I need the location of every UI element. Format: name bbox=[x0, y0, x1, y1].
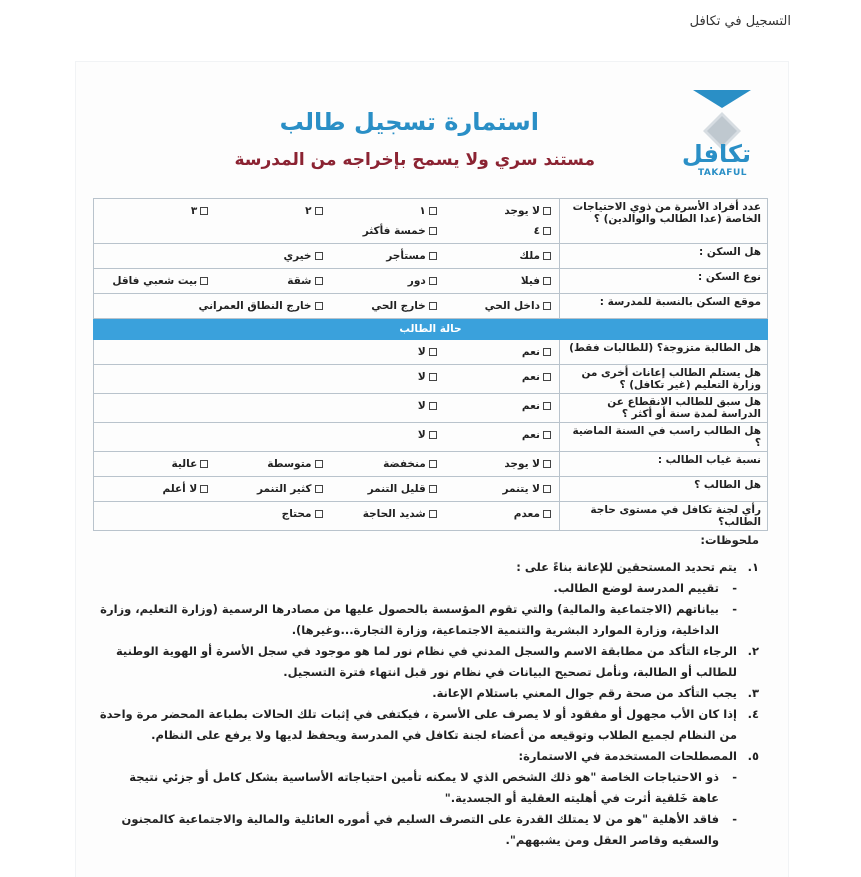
option-label: خيري bbox=[283, 250, 312, 262]
option-checkbox[interactable] bbox=[327, 246, 441, 266]
option-checkbox[interactable] bbox=[441, 296, 555, 316]
form-row bbox=[94, 477, 768, 502]
options-cell bbox=[94, 394, 560, 423]
section-header: حالة الطالب bbox=[94, 319, 768, 340]
option-label: لا bbox=[417, 400, 426, 412]
note-text: الرجاء التأكد من مطابقة الاسم والسجل المدني في نظام نور لما هو موجود في سجل الأسرة أو الهوية الوطنية للطالب أو الطالبة، ونأمل تصحيح البيانات في نظام نور قبل انتهاء فترة التسجيل. bbox=[115, 644, 737, 679]
question-label: هل سبق للطالب الانقطاع عن الدراسة لمدة سنة أو أكثر ؟ bbox=[560, 394, 768, 423]
option-label: محتاج bbox=[281, 508, 312, 520]
option-label: مستأجر bbox=[386, 250, 426, 262]
options-cell bbox=[94, 269, 560, 294]
option-checkbox[interactable] bbox=[212, 479, 326, 499]
dash-icon: - bbox=[732, 812, 737, 826]
checkbox-icon[interactable] bbox=[429, 227, 437, 235]
checkbox-icon[interactable] bbox=[200, 207, 208, 215]
bullet-text: فاقد الأهلية "هو من لا يمتلك القدرة على التصرف السليم في أموره العائلية والمالية والاجتماعية كالمجنون والسفيه وقاصر العقل ومن يشبههم". bbox=[121, 812, 719, 847]
checkbox-icon[interactable] bbox=[543, 227, 551, 235]
form-title: استمارة تسجيل طالب bbox=[279, 108, 539, 136]
option-checkbox[interactable] bbox=[212, 246, 326, 266]
options-cell bbox=[94, 199, 560, 244]
checkbox-icon[interactable] bbox=[429, 485, 437, 493]
option-checkbox[interactable] bbox=[441, 367, 555, 387]
option-label: داخل الحي bbox=[484, 300, 540, 312]
options-cell bbox=[94, 423, 560, 452]
registration-table bbox=[93, 198, 768, 531]
bullet-text: ذو الاحتياجات الخاصة "هو ذلك الشخص الذي لا يمكنه تأمين احتياجاته الأساسية بشكل كامل أو جزئي نتيجة عاهة خَلقية أثرت في أهليته العقلية أو الجسدية." bbox=[129, 770, 719, 805]
options-cell bbox=[94, 477, 560, 502]
option-checkbox[interactable] bbox=[327, 296, 441, 316]
checkbox-icon[interactable] bbox=[200, 460, 208, 468]
checkbox-icon[interactable] bbox=[429, 431, 437, 439]
form-row bbox=[94, 394, 768, 423]
question-label: رأي لجنة تكافل في مستوى حاجة الطالب؟ bbox=[560, 502, 768, 531]
checkbox-icon[interactable] bbox=[543, 485, 551, 493]
option-checkbox[interactable] bbox=[441, 201, 555, 221]
option-checkbox[interactable] bbox=[327, 201, 441, 221]
option-label: لا يوجد bbox=[504, 205, 540, 217]
option-label: عالية bbox=[171, 458, 198, 470]
option-checkbox[interactable] bbox=[327, 271, 441, 291]
option-checkbox[interactable] bbox=[327, 342, 441, 362]
form-row bbox=[94, 423, 768, 452]
checkbox-icon[interactable] bbox=[543, 373, 551, 381]
note-item bbox=[99, 641, 759, 683]
bullet-text: تقييم المدرسة لوضع الطالب. bbox=[553, 581, 719, 595]
checkbox-icon[interactable] bbox=[315, 485, 323, 493]
note-item bbox=[99, 683, 759, 704]
checkbox-icon[interactable] bbox=[200, 277, 208, 285]
note-number: ٢. bbox=[747, 644, 759, 658]
checkbox-icon[interactable] bbox=[429, 277, 437, 285]
option-label: منخفضة bbox=[383, 458, 426, 470]
option-checkbox[interactable] bbox=[327, 479, 441, 499]
checkbox-icon[interactable] bbox=[429, 510, 437, 518]
note-item bbox=[99, 557, 759, 578]
option-checkbox[interactable] bbox=[198, 296, 326, 316]
option-checkbox[interactable] bbox=[98, 271, 212, 291]
option-label: لا bbox=[417, 346, 426, 358]
note-number: ٣. bbox=[747, 686, 759, 700]
checkbox-icon[interactable] bbox=[543, 207, 551, 215]
options-cell bbox=[94, 365, 560, 394]
checkbox-icon[interactable] bbox=[429, 373, 437, 381]
checkbox-icon[interactable] bbox=[315, 207, 323, 215]
notes-section bbox=[99, 530, 759, 851]
option-label: نعم bbox=[521, 429, 540, 441]
option-label: لا يتنمر bbox=[502, 483, 540, 495]
checkbox-icon[interactable] bbox=[543, 348, 551, 356]
option-label: نعم bbox=[521, 346, 540, 358]
option-label: قليل التنمر bbox=[367, 483, 426, 495]
notes-title: ملحوظات: bbox=[700, 533, 759, 547]
note-number: ٤. bbox=[747, 707, 759, 721]
note-bullet bbox=[99, 809, 759, 851]
option-checkbox[interactable] bbox=[98, 454, 212, 474]
checkbox-icon[interactable] bbox=[315, 252, 323, 260]
form-subtitle: مستند سري ولا يسمح بإخراجه من المدرسة bbox=[234, 150, 595, 170]
option-checkbox[interactable] bbox=[98, 479, 212, 499]
option-checkbox[interactable] bbox=[441, 342, 555, 362]
option-checkbox[interactable] bbox=[327, 396, 441, 416]
option-label: فيلا bbox=[520, 275, 540, 287]
form-row bbox=[94, 269, 768, 294]
form-row bbox=[94, 244, 768, 269]
option-checkbox[interactable] bbox=[327, 425, 441, 445]
option-checkbox[interactable] bbox=[212, 271, 326, 291]
option-checkbox[interactable] bbox=[441, 454, 555, 474]
note-text: إذا كان الأب مجهول أو مفقود أو لا يصرف على الأسرة ، فيكتفى في إثبات تلك الحالات بطباعة المحضر مرة واحدة من النظام لجميع الطلاب وتوقيعه من أعضاء لجنة تكافل في المدرسة ويحفظ لديها ولا يرفع على النظام. bbox=[99, 707, 737, 742]
option-label: كثير التنمر bbox=[256, 483, 312, 495]
option-checkbox[interactable] bbox=[212, 504, 326, 524]
note-item bbox=[99, 704, 759, 746]
option-label: لا bbox=[417, 371, 426, 383]
dash-icon: - bbox=[732, 581, 737, 595]
checkbox-icon[interactable] bbox=[315, 277, 323, 285]
option-label: خمسة فأكثر bbox=[362, 225, 426, 237]
checkbox-icon[interactable] bbox=[543, 431, 551, 439]
option-label: شديد الحاجة bbox=[362, 508, 426, 520]
option-checkbox[interactable] bbox=[327, 504, 441, 524]
checkbox-icon[interactable] bbox=[429, 207, 437, 215]
options-cell bbox=[94, 452, 560, 477]
option-checkbox[interactable] bbox=[327, 367, 441, 387]
form-row bbox=[94, 502, 768, 531]
option-checkbox[interactable] bbox=[441, 425, 555, 445]
question-label: هل الطالب راسب في السنة الماضية ؟ bbox=[560, 423, 768, 452]
question-label: عدد أفراد الأسرة من ذوي الاحتياجات الخاصة (عدا الطالب والوالدين) ؟ bbox=[560, 199, 768, 244]
note-item bbox=[99, 746, 759, 767]
checkbox-icon[interactable] bbox=[200, 485, 208, 493]
option-checkbox[interactable] bbox=[441, 396, 555, 416]
option-checkbox[interactable] bbox=[441, 479, 555, 499]
checkbox-icon[interactable] bbox=[429, 252, 437, 260]
option-label: ١ bbox=[419, 205, 426, 217]
option-label: لا أعلم bbox=[162, 483, 198, 495]
section-row bbox=[94, 319, 768, 340]
options-cell bbox=[94, 244, 560, 269]
options-cell bbox=[94, 340, 560, 365]
option-label: لا يوجد bbox=[504, 458, 540, 470]
option-label: متوسطة bbox=[267, 458, 312, 470]
option-checkbox[interactable] bbox=[212, 201, 326, 221]
option-checkbox[interactable] bbox=[441, 504, 555, 524]
option-checkbox[interactable] bbox=[441, 221, 555, 241]
form-row bbox=[94, 199, 768, 244]
bullet-text: بياناتهم (الاجتماعية والمالية) والتي تقوم المؤسسة بالحصول عليها من مصادرها الرسمية (وزارة التعليم، وزارة الداخلية، وزارة الموارد البشرية والتنمية الاجتماعية، وزارة التجارة...وغيرها). bbox=[100, 602, 719, 637]
checkbox-icon[interactable] bbox=[543, 402, 551, 410]
note-bullet bbox=[99, 578, 759, 599]
option-checkbox[interactable] bbox=[327, 221, 441, 241]
question-label: موقع السكن بالنسبة للمدرسة : bbox=[560, 294, 768, 319]
option-label: بيت شعبي فاقل bbox=[112, 275, 198, 287]
form-row bbox=[94, 365, 768, 394]
option-label: خارج الحي bbox=[371, 300, 426, 312]
checkbox-icon[interactable] bbox=[315, 460, 323, 468]
question-label: هل يستلم الطالب إعانات أخرى من وزارة التعليم (غير تكافل) ؟ bbox=[560, 365, 768, 394]
checkbox-icon[interactable] bbox=[315, 510, 323, 518]
option-checkbox[interactable] bbox=[441, 246, 555, 266]
checkbox-icon[interactable] bbox=[429, 348, 437, 356]
options-cell bbox=[94, 294, 560, 319]
note-number: ٥. bbox=[747, 749, 759, 763]
form-row bbox=[94, 294, 768, 319]
option-label: ملك bbox=[519, 250, 540, 262]
options-cell bbox=[94, 502, 560, 531]
checkbox-icon[interactable] bbox=[429, 402, 437, 410]
checkbox-icon[interactable] bbox=[429, 460, 437, 468]
checkbox-icon[interactable] bbox=[315, 302, 323, 310]
note-text: يجب التأكد من صحة رقم جوال المعني باستلام الإعانة. bbox=[432, 686, 737, 700]
note-text: يتم تحديد المستحقين للإعانة بناءً على : bbox=[516, 560, 737, 574]
page-header: التسجيل في تكافل bbox=[689, 14, 791, 29]
option-checkbox[interactable] bbox=[441, 271, 555, 291]
dash-icon: - bbox=[732, 602, 737, 616]
option-label: معدم bbox=[513, 508, 540, 520]
option-label: ٤ bbox=[533, 225, 540, 237]
option-checkbox[interactable] bbox=[212, 454, 326, 474]
option-label: لا bbox=[417, 429, 426, 441]
option-label: دور bbox=[407, 275, 426, 287]
checkbox-icon[interactable] bbox=[429, 302, 437, 310]
question-label: هل السكن : bbox=[560, 244, 768, 269]
option-checkbox[interactable] bbox=[98, 201, 212, 221]
form-row bbox=[94, 340, 768, 365]
option-label: ٣ bbox=[190, 205, 198, 217]
note-text: المصطلحات المستخدمة في الاستمارة: bbox=[518, 749, 737, 763]
logo-arabic-text: تكافل bbox=[681, 140, 751, 168]
option-checkbox[interactable] bbox=[327, 454, 441, 474]
form-row bbox=[94, 452, 768, 477]
note-bullet bbox=[99, 599, 759, 641]
checkbox-icon[interactable] bbox=[543, 252, 551, 260]
option-label: خارج النطاق العمراني bbox=[198, 300, 312, 312]
question-label: هل الطالب ؟ bbox=[560, 477, 768, 502]
option-label: نعم bbox=[521, 400, 540, 412]
note-bullet bbox=[99, 767, 759, 809]
question-label: نسبة غياب الطالب : bbox=[560, 452, 768, 477]
question-label: هل الطالبة متزوجة؟ (للطالبات فقط) bbox=[560, 340, 768, 365]
checkbox-icon[interactable] bbox=[543, 510, 551, 518]
dash-icon: - bbox=[732, 770, 737, 784]
logo-english-text: TAKAFUL bbox=[697, 168, 747, 178]
option-label: ٢ bbox=[305, 205, 312, 217]
checkbox-icon[interactable] bbox=[543, 277, 551, 285]
note-number: ١. bbox=[747, 560, 759, 574]
option-label: نعم bbox=[521, 371, 540, 383]
checkbox-icon[interactable] bbox=[543, 302, 551, 310]
option-label: شقة bbox=[287, 275, 312, 287]
checkbox-icon[interactable] bbox=[543, 460, 551, 468]
question-label: نوع السكن : bbox=[560, 269, 768, 294]
